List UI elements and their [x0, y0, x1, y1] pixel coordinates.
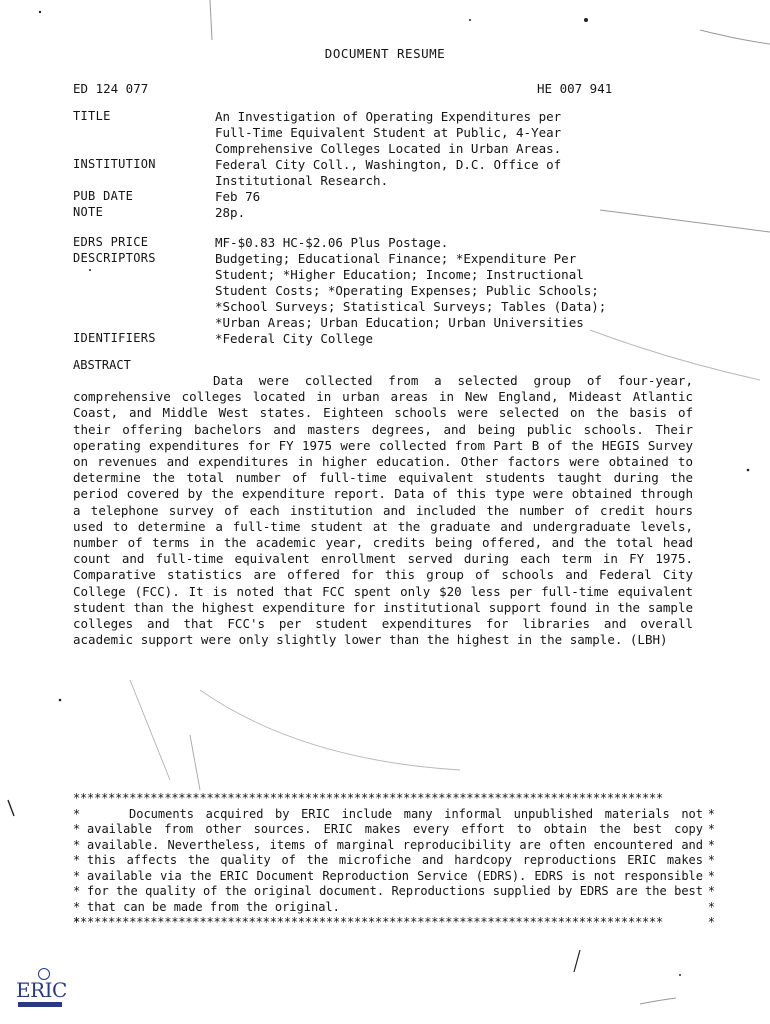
abstract-label: ABSTRACT: [73, 358, 131, 372]
meta-label: PUB DATE: [73, 189, 134, 203]
meta-gap: [73, 221, 713, 235]
meta-value: Feb 76: [215, 189, 261, 204]
meta-label: NOTE: [73, 205, 104, 219]
metadata-table: [73, 109, 713, 347]
meta-label: INSTITUTION: [73, 157, 156, 171]
meta-row-identifiers: [73, 331, 713, 347]
meta-value: Budgeting; Educational Finance; *Expenditure Per Student; *Higher Education; Income; Instructional Student Costs; *Operating Expenses; Public Schools; *School Surveys; Statistical Surveys; Tables (Data); *Urban Areas; Urban Education; Urban Universities: [215, 251, 607, 330]
meta-row-institution: [73, 157, 713, 189]
meta-row-note: [73, 205, 713, 221]
meta-label: IDENTIFIERS: [73, 331, 156, 345]
logo-bar: [18, 1002, 62, 1007]
eric-logo: [16, 968, 66, 1014]
meta-row-pub-date: [73, 189, 713, 205]
notice-top-border: ************************************************************************************: [73, 791, 664, 805]
meta-value: 28p.: [215, 205, 246, 220]
notice-bottom-border: ************************************************************************************: [73, 915, 664, 929]
abstract-text: Data were collected from a selected group of four-year, comprehensive colleges located in urban areas in New England, Mideast Atlantic Coast, and Middle West states. Eighteen schools were selected on the basis of their offering bachelors and masters degrees, and being public schools. Their operating expenditures for FY 1975 were collected from Part B of the HEGIS Survey on revenues and expenditures in higher education. Other factors were obtained to determine the total number of full-time equivalent students taught during the period covered by the expenditure report. Data of this type were obtained through a telephone survey of each institution and included the number of credit hours used to determine a full-time student at the graduate and undergraduate levels, number of terms in the academic year, credits being offered, and the total head count and full-time equivalent enrollment served during each term in FY 1975. Comparative statistics are offered for this group of schools and Federal City College (FCC). It is noted that FCC spent only $20 less per full-time equivalent student than the highest expenditure for institutional support found in the sample colleges and that FCC's per student expenditures for libraries and overall academic support were only slightly lower than the highest in the sample. (LBH): [73, 373, 693, 648]
notice-body: [73, 807, 715, 916]
reproduction-notice: [73, 791, 715, 931]
meta-row-title: [73, 109, 713, 157]
meta-label: EDRS PRICE: [73, 235, 149, 249]
meta-value: Federal City Coll., Washington, D.C. Office of Institutional Research.: [215, 157, 562, 188]
meta-row-descriptors: [73, 251, 713, 331]
meta-label: TITLE: [73, 109, 111, 123]
meta-row-edrs-price: [73, 235, 713, 251]
meta-value: An Investigation of Operating Expenditures per Full-Time Equivalent Student at Public, 4-Year Comprehensive Colleges Located in Urban Areas.: [215, 109, 562, 156]
document-title: DOCUMENT RESUME: [324, 46, 446, 61]
ed-number: ED 124 077: [73, 81, 149, 96]
meta-label: DESCRIPTORS: [73, 251, 156, 265]
meta-value: MF-$0.83 HC-$2.06 Plus Postage.: [215, 235, 449, 250]
he-number: HE 007 941: [537, 81, 613, 96]
notice-text: * * * Documents acquired by ERIC include many informal unpublished materials not available from other sources. ERIC makes every effort to obtain the best copy available. Nevertheless, items of marginal reproducibility are often encountered and this affects the quality of the microfiche and hardcopy reproductions ERIC makes available via the ERIC Document Reproduction Service (EDRS). EDRS is not responsible for the quality of the original document. Reproductions supplied by EDRS are the best that can be made from the original.: [87, 806, 703, 914]
meta-value: *Federal City College: [215, 331, 374, 346]
logo-text: ERIC: [16, 978, 67, 1002]
